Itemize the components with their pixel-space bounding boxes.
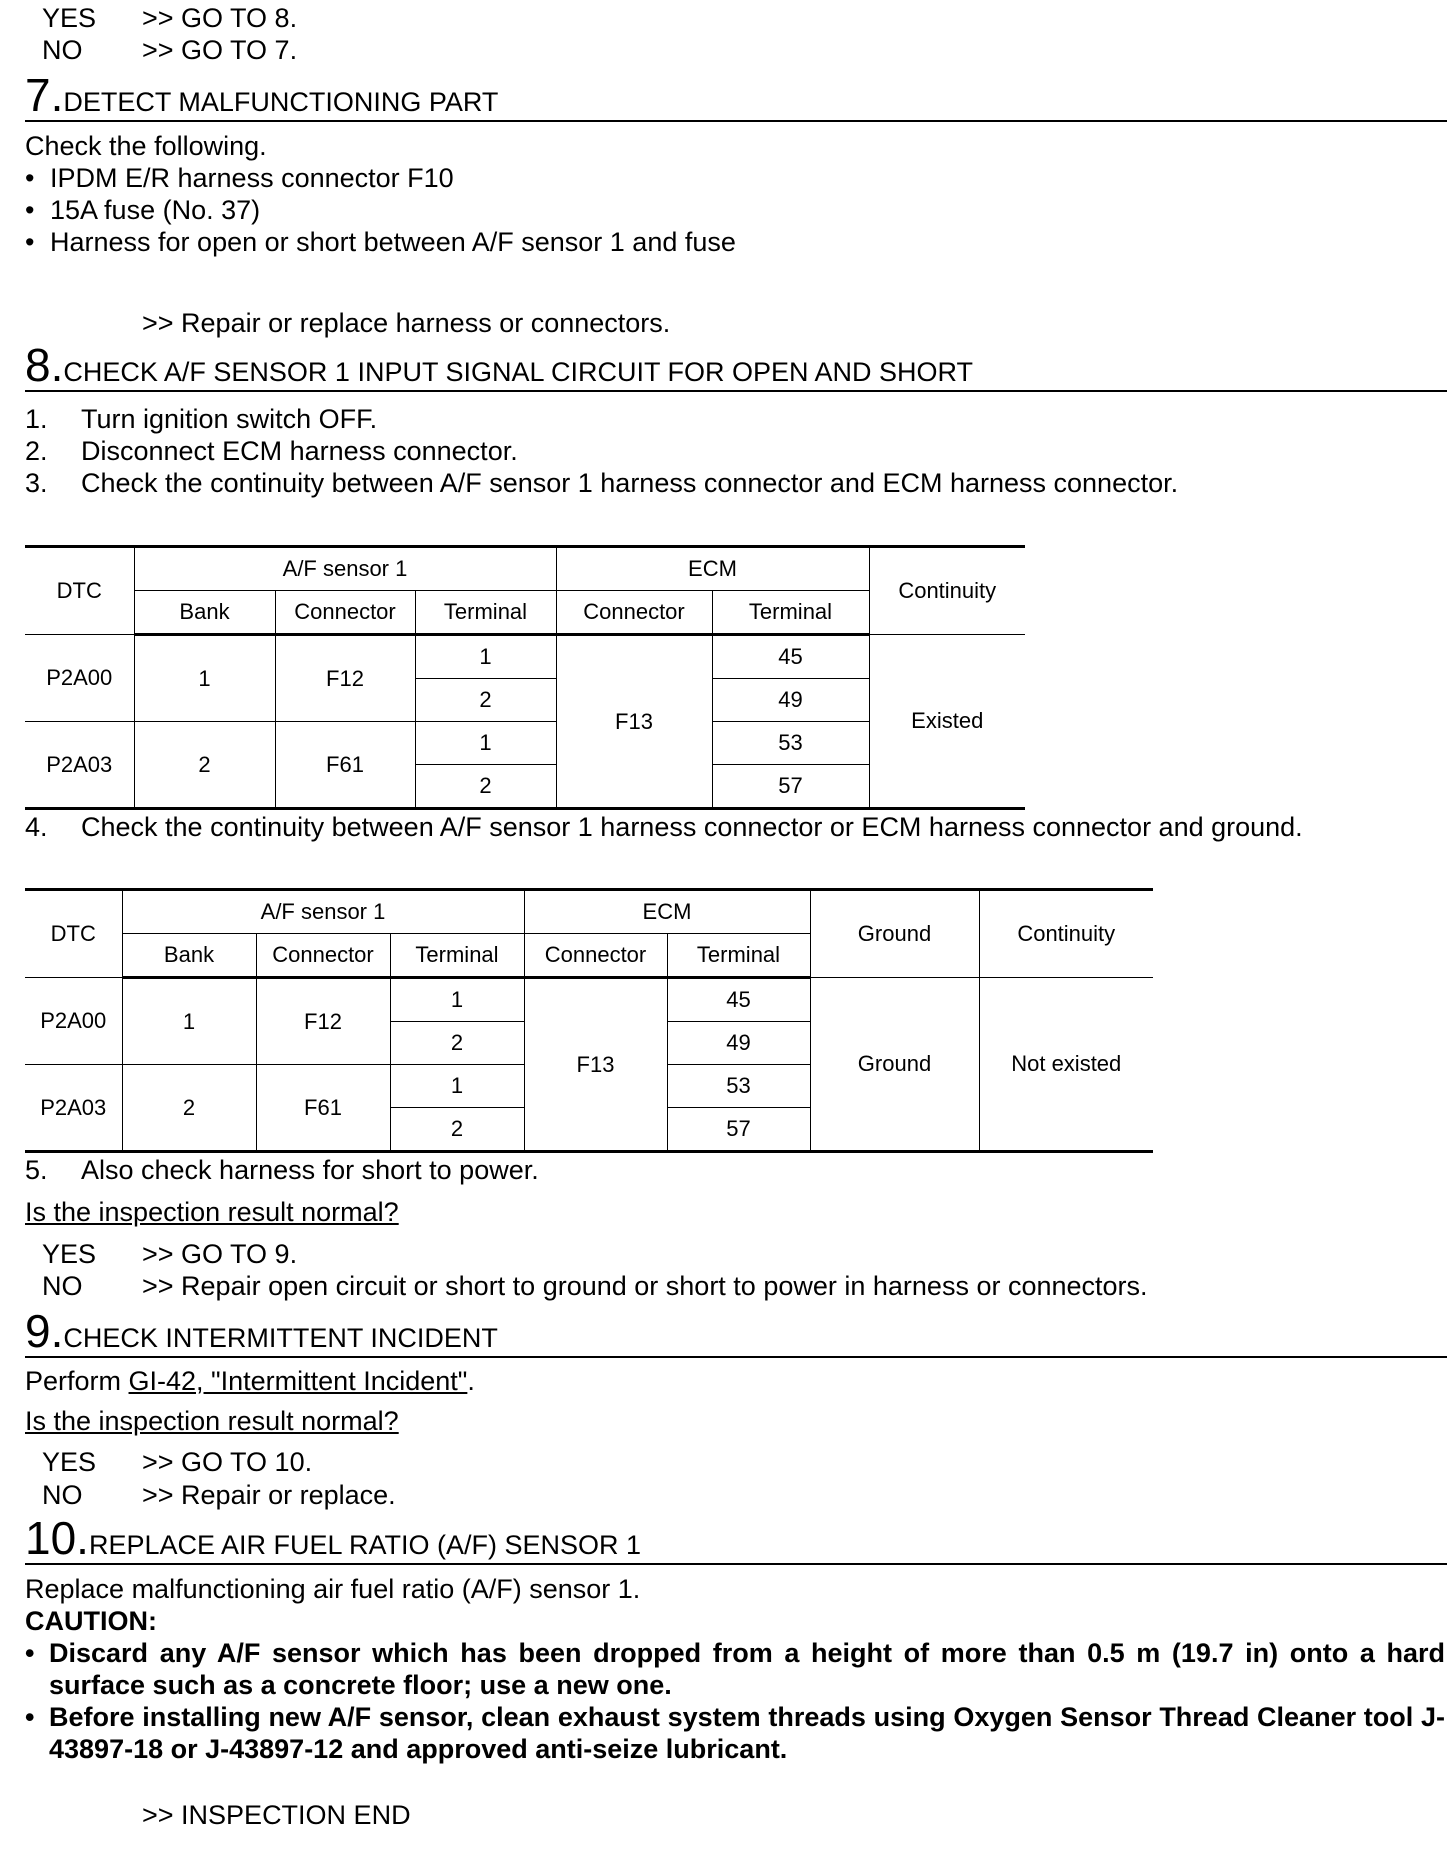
continuity-table-1	[25, 545, 1025, 810]
section-9-heading: 9.CHECK INTERMITTENT INCIDENT	[25, 1306, 1447, 1358]
section-7-title: DETECT MALFUNCTIONING PART	[63, 87, 499, 117]
list-item: • IPDM E/R harness connector F10	[25, 163, 454, 193]
section-10-intro: Replace malfunctioning air fuel ratio (A/F) sensor 1.	[25, 1574, 641, 1604]
section-9-no-action: >> Repair or replace.	[142, 1480, 396, 1510]
section-9-question: Is the inspection result normal?	[25, 1406, 399, 1436]
header-connector: Connector	[256, 934, 390, 978]
cell-continuity: Not existed	[979, 978, 1153, 1152]
step-5: 5. Also check harness for short to power.	[25, 1155, 539, 1185]
cell-terminal: 2	[390, 1108, 524, 1152]
header-continuity: Continuity	[869, 547, 1025, 635]
cell-bank: 2	[122, 1065, 256, 1152]
cell-bank: 2	[134, 722, 275, 809]
cell-terminal: 2	[390, 1022, 524, 1065]
header-ecm: ECM	[556, 547, 869, 591]
gi-42-link[interactable]: GI-42, "Intermittent Incident"	[128, 1366, 468, 1396]
top-no-label: NO	[42, 35, 83, 65]
list-item: • Harness for open or short between A/F sensor 1 and fuse	[25, 227, 736, 257]
section-8-no-label: NO	[42, 1271, 83, 1301]
header-dtc: DTC	[25, 547, 134, 635]
header-dtc: DTC	[25, 890, 122, 978]
cell-ecm-terminal: 45	[667, 978, 810, 1022]
section-8-question: Is the inspection result normal?	[25, 1197, 399, 1227]
section-7-intro: Check the following.	[25, 131, 267, 161]
section-9-title: CHECK INTERMITTENT INCIDENT	[63, 1323, 498, 1353]
header-ecm: ECM	[524, 890, 810, 934]
header-af-sensor: A/F sensor 1	[134, 547, 556, 591]
step-1: 1. Turn ignition switch OFF.	[25, 404, 378, 434]
cell-connector: F12	[275, 635, 415, 722]
header-connector: Connector	[524, 934, 667, 978]
step-4: 4. Check the continuity between A/F sensor 1 harness connector or ECM harness connector and ground.	[25, 812, 1303, 842]
section-7-number: 7	[25, 69, 51, 121]
header-bank: Bank	[134, 591, 275, 635]
section-8-heading: 8.CHECK A/F SENSOR 1 INPUT SIGNAL CIRCUIT FOR OPEN AND SHORT	[25, 340, 1447, 392]
continuity-table-2	[25, 888, 1153, 1153]
section-9-number: 9	[25, 1305, 51, 1357]
cell-dtc: P2A03	[25, 722, 134, 809]
cell-bank: 1	[134, 635, 275, 722]
cell-ecm-connector: F13	[556, 635, 712, 809]
cell-ecm-terminal: 53	[712, 722, 869, 765]
cell-terminal: 1	[390, 1065, 524, 1108]
section-10-heading: 10.REPLACE AIR FUEL RATIO (A/F) SENSOR 1	[25, 1513, 1447, 1565]
cell-ecm-terminal: 49	[712, 679, 869, 722]
header-ground: Ground	[810, 890, 979, 978]
section-9-perform: Perform GI-42, "Intermittent Incident".	[25, 1366, 475, 1396]
cell-dtc: P2A03	[25, 1065, 122, 1152]
section-8-no-action: >> Repair open circuit or short to ground or short to power in harness or connectors.	[142, 1271, 1148, 1301]
cell-bank: 1	[122, 978, 256, 1065]
section-7-action: >> Repair or replace harness or connectors.	[142, 308, 671, 338]
cell-continuity: Existed	[869, 635, 1025, 809]
section-10-number: 10	[25, 1512, 77, 1564]
header-af-sensor: A/F sensor 1	[122, 890, 524, 934]
header-connector: Connector	[275, 591, 415, 635]
section-10-end: >> INSPECTION END	[142, 1800, 411, 1830]
section-9-no-label: NO	[42, 1480, 83, 1510]
header-connector: Connector	[556, 591, 712, 635]
cell-terminal: 1	[390, 978, 524, 1022]
section-10-title: REPLACE AIR FUEL RATIO (A/F) SENSOR 1	[88, 1530, 642, 1560]
cell-ecm-terminal: 49	[667, 1022, 810, 1065]
step-2: 2. Disconnect ECM harness connector.	[25, 436, 518, 466]
cell-connector: F61	[256, 1065, 390, 1152]
cell-connector: F12	[256, 978, 390, 1065]
cell-terminal: 2	[415, 679, 556, 722]
section-8-title: CHECK A/F SENSOR 1 INPUT SIGNAL CIRCUIT FOR OPEN AND SHORT	[63, 357, 974, 387]
table-row	[25, 978, 1153, 1022]
step-3: 3. Check the continuity between A/F sensor 1 harness connector and ECM harness connector.	[25, 468, 1179, 498]
top-no-action: >> GO TO 7.	[142, 35, 298, 65]
top-yes-action: >> GO TO 8.	[142, 3, 298, 33]
caution-item: • Discard any A/F sensor which has been dropped from a height of more than 0.5 m (19.7 in) onto a hard surface such as a concrete floor; use a new one.	[25, 1638, 1445, 1700]
cell-ecm-terminal: 53	[667, 1065, 810, 1108]
section-8-yes-label: YES	[42, 1239, 97, 1269]
section-8-number: 8	[25, 339, 51, 391]
section-9-yes-action: >> GO TO 10.	[142, 1447, 313, 1477]
cell-terminal: 1	[415, 722, 556, 765]
header-terminal: Terminal	[712, 591, 869, 635]
cell-terminal: 1	[415, 635, 556, 679]
section-9-yes-label: YES	[42, 1447, 97, 1477]
header-bank: Bank	[122, 934, 256, 978]
cell-ground: Ground	[810, 978, 979, 1152]
cell-dtc: P2A00	[25, 978, 122, 1065]
cell-ecm-terminal: 45	[712, 635, 869, 679]
header-terminal: Terminal	[667, 934, 810, 978]
table-row	[25, 635, 1025, 679]
section-8-yes-action: >> GO TO 9.	[142, 1239, 298, 1269]
top-yes-label: YES	[42, 3, 97, 33]
cell-terminal: 2	[415, 765, 556, 809]
list-item: • 15A fuse (No. 37)	[25, 195, 261, 225]
caution-item: • Before installing new A/F sensor, clean exhaust system threads using Oxygen Sensor Thread Cleaner tool J-43897-18 or J-43897-12 and approved anti-seize lubricant.	[25, 1702, 1445, 1764]
header-terminal: Terminal	[390, 934, 524, 978]
section-7-heading: 7.DETECT MALFUNCTIONING PART	[25, 70, 1447, 122]
cell-dtc: P2A00	[25, 635, 134, 722]
caution-label: CAUTION:	[25, 1606, 157, 1636]
cell-connector: F61	[275, 722, 415, 809]
cell-ecm-terminal: 57	[712, 765, 869, 809]
cell-ecm-connector: F13	[524, 978, 667, 1152]
header-continuity: Continuity	[979, 890, 1153, 978]
header-terminal: Terminal	[415, 591, 556, 635]
cell-ecm-terminal: 57	[667, 1108, 810, 1152]
